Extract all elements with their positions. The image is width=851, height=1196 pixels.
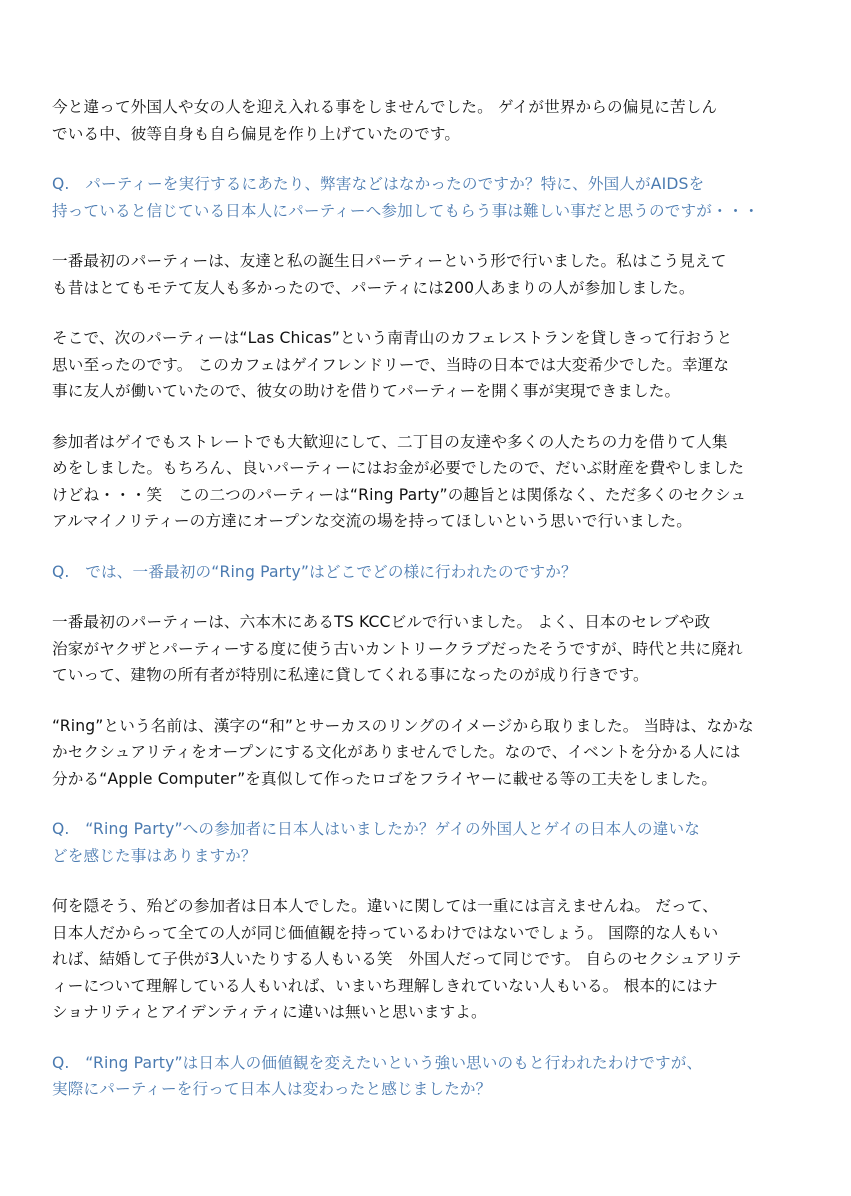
answer-paragraph-1 (52, 94, 802, 147)
text-line: めをしました。もちろん、良いパーティーにはお金が必要でしたので、だいぶ財産を費やしました (52, 459, 745, 477)
answer-paragraph-3 (52, 325, 802, 405)
answer-paragraph-4 (52, 429, 802, 535)
text-line: アルマイノリティーの方達にオープンな交流の場を持ってほしいという思いで行いました。 (52, 512, 693, 530)
text-line: 参加者はゲイでもストレートでも大歓迎にして、二丁目の友達や多くの人たちの力を借りて人集 (52, 432, 728, 451)
text-line: Q. “Ring Party”への参加者に日本人はいましたか？ゲイの外国人とゲイの日本人の違いな (52, 820, 701, 838)
question-paragraph-4 (52, 1050, 802, 1103)
text-line: も昔はとてもモテて友人も多かったので、パーティには200人あまりの人が参加しました。 (52, 278, 695, 297)
text-line: Q. パーティーを実行するにあたり、弊害などはなかったのですか？特に、外国人がAIDSを (52, 175, 705, 193)
text-line: ていって、建物の所有者が特別に私達に貸してくれる事になったのが成り行きです。 (52, 666, 649, 684)
text-line: 治家がヤクザとパーティーする度に使う古いカントリークラブだったそうですが、時代と共に廃れ (52, 639, 743, 658)
text-line: けどね・・・笑 この二つのパーティーは“Ring Party”の趣旨とは関係なく、ただ多くのセクシュ (52, 485, 747, 504)
text-line: でいる中、彼等自身も自ら偏見を作り上げていたのです。 (52, 124, 461, 143)
text-line: ィーについて理解している人もいれば、いまいち理解しきれていない人もいる。 根本的にはナ (52, 976, 719, 995)
answer-paragraph-6 (52, 713, 802, 793)
text-line: 一番最初のパーティーは、六本木にあるTS KCCビルで行いました。 よく、日本のセレブや政 (52, 613, 711, 631)
text-line: 一番最初のパーティーは、友達と私の誕生日パーティーという形で行いました。私はこう見えて (52, 252, 727, 270)
text-line: 事に友人が働いていたので、彼女の助けを借りてパーティーを開く事が実現できました。 (52, 382, 681, 400)
text-line: れば、結婚して子供が3人いたりする人もいる笑 外国人だって同じです。 自らのセクシュアリテ (52, 950, 742, 968)
text-line: 持っていると信じている日本人にパーティーへ参加してもらう事は難しい事だと思うのですが・・・ (52, 201, 760, 220)
question-paragraph-2 (52, 559, 802, 586)
text-line: Q. “Ring Party”は日本人の価値観を変えたいという強い思いのもと行われたわけですが、 (52, 1053, 703, 1072)
question-paragraph-1 (52, 171, 802, 224)
text-line: 実際にパーティーを行って日本人は変わったと感じましたか？ (52, 1080, 492, 1098)
text-line: 日本人だからって全ての人が同じ価値観を持っているわけではないでしょう。 国際的な人もい (52, 923, 719, 942)
document-body (52, 94, 802, 1103)
text-line: そこで、次のパーティーは“Las Chicas”という南青山のカフェレストランを貸しきって行おうと (52, 329, 733, 347)
text-line: “Ring”という名前は、漢字の“和”とサーカスのリングのイメージから取りました。 当時は、なかな (52, 716, 754, 735)
text-line: 何を隠そう、殆どの参加者は日本人でした。違いに関しては一重には言えませんね。 だって、 (52, 897, 719, 915)
text-line: どを感じた事はありますか？ (52, 846, 257, 865)
text-line: 思い至ったのです。 このカフェはゲイフレンドリーで、当時の日本では大変希少でした。幸運な (52, 355, 730, 374)
answer-paragraph-7 (52, 893, 802, 1026)
answer-paragraph-5 (52, 609, 802, 689)
text-line: ショナリティとアイデンティティに違いは無いと思いますよ。 (52, 1003, 487, 1021)
answer-paragraph-2 (52, 248, 802, 301)
text-line: 分かる“Apple Computer”を真似して作ったロゴをフライヤーに載せる等の工夫をしました。 (52, 769, 718, 788)
question-paragraph-3 (52, 816, 802, 869)
text-line: かセクシュアリティをオープンにする文化がありませんでした。なので、イベントを分かる人には (52, 743, 741, 761)
text-line: Q. では、一番最初の“Ring Party”はどこでどの様に行われたのですか？ (52, 562, 577, 581)
text-line: 今と違って外国人や女の人を迎え入れる事をしませんでした。 ゲイが世界からの偏見に苦しん (52, 98, 718, 116)
